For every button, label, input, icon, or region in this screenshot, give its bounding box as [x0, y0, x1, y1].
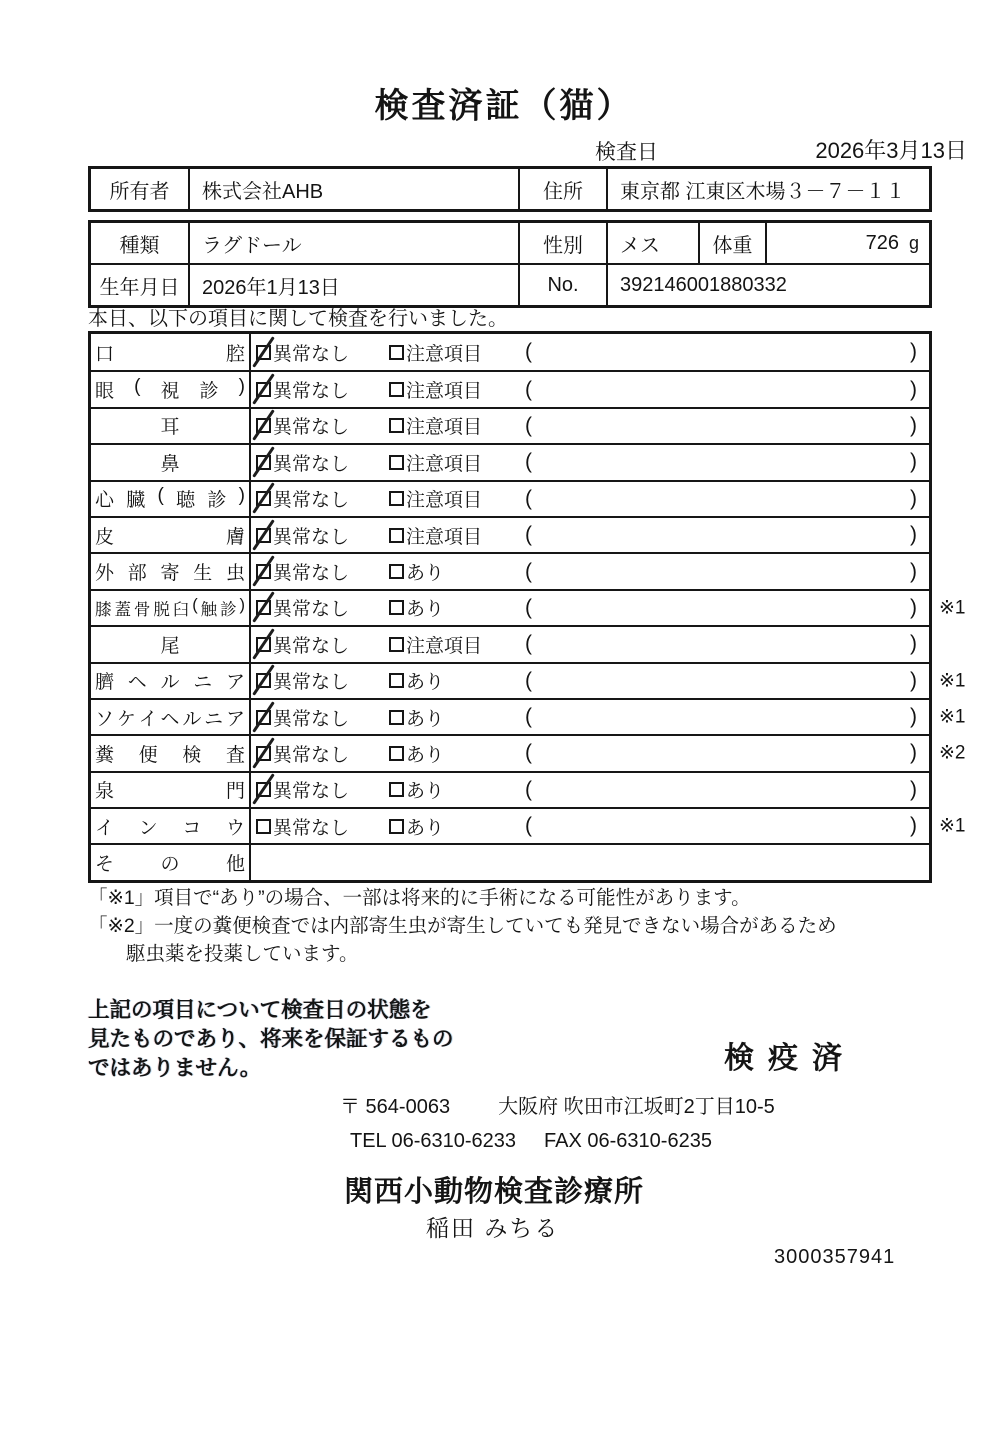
quarantine-stamp: 検疫済	[724, 1042, 856, 1075]
normal-checkbox	[256, 455, 271, 470]
clinic-name: 関西小動物検査診療所	[344, 1176, 645, 1208]
attention-checkbox-label: あり	[406, 781, 445, 803]
row-content	[251, 518, 929, 552]
attention-checkbox	[389, 819, 404, 834]
normal-checkbox-label: 異常なし	[273, 490, 350, 512]
checklist-row	[91, 843, 929, 879]
second-option	[389, 740, 444, 767]
close-paren: )	[910, 705, 917, 729]
clinic-postal-code: 〒 564-0063	[340, 1096, 451, 1118]
weight-value: 726	[865, 231, 899, 254]
close-paren: )	[910, 668, 917, 692]
item-label: 臍 ヘ ル ニ ア	[95, 672, 245, 694]
clinic-address: 大阪府 吹田市江坂町2丁目10-5	[498, 1096, 775, 1118]
address-value: 東京都 江東区木場３－７－１１	[606, 169, 929, 209]
open-paren: (	[525, 486, 532, 510]
checklist-row	[91, 807, 966, 843]
second-option	[389, 339, 482, 366]
open-paren: (	[525, 595, 532, 619]
checklist-row	[91, 334, 929, 370]
item-cell	[91, 773, 251, 807]
item-label: 皮 膚	[95, 526, 245, 548]
item-cell	[91, 809, 251, 843]
exam-date-value: 2026年3月13日	[815, 138, 967, 163]
open-paren: (	[525, 668, 532, 692]
checklist-row	[91, 771, 929, 807]
checklist-row	[91, 516, 929, 552]
attention-checkbox-label: 注意項目	[406, 490, 483, 512]
close-paren: )	[910, 486, 917, 510]
no-label: No.	[518, 265, 606, 305]
row-content	[251, 482, 929, 516]
attention-checkbox	[389, 382, 404, 397]
item-cell	[91, 409, 251, 443]
sex-label: 性別	[518, 223, 606, 263]
attention-checkbox	[389, 491, 404, 506]
serial-number: 3000357941	[774, 1246, 896, 1268]
close-paren: )	[910, 523, 917, 547]
birth-value: 2026年1月13日	[188, 265, 518, 305]
item-label: 眼 ( 視 診 )	[95, 376, 245, 403]
open-paren: (	[525, 413, 532, 437]
weight-unit: g	[908, 232, 919, 253]
normal-checkbox	[256, 564, 271, 579]
open-paren: (	[525, 523, 532, 547]
breed-value: ラグドール	[188, 223, 518, 263]
close-paren: )	[910, 741, 917, 765]
normal-checkbox-label: 異常なし	[273, 417, 350, 439]
breed-row	[91, 223, 929, 263]
second-option	[389, 813, 444, 840]
attention-checkbox-label: 注意項目	[406, 417, 483, 439]
attention-checkbox	[389, 345, 404, 360]
footnote-mark: ※1	[939, 815, 966, 837]
clinic-tel-line	[350, 1130, 712, 1153]
open-paren: (	[525, 632, 532, 656]
owner-label: 所有者	[109, 180, 170, 203]
second-option	[389, 449, 482, 476]
owner-value: 株式会社AHB	[188, 169, 518, 209]
footnote-3: 駆虫薬を投薬しています。	[126, 943, 359, 965]
footnote-1: 「※1」項目で“あり”の場合、一部は将来的に手術になる可能性があります。	[88, 887, 751, 909]
normal-checkbox-label: 異常なし	[273, 635, 350, 657]
open-paren: (	[525, 559, 532, 583]
normal-checkbox	[256, 382, 271, 397]
attention-checkbox-label: 注意項目	[406, 381, 483, 403]
item-label: そ の 他	[95, 854, 245, 876]
checklist-row	[91, 552, 929, 588]
row-content	[251, 664, 929, 698]
item-label: 鼻	[160, 453, 180, 475]
normal-checkbox	[256, 819, 271, 834]
attention-checkbox-label: あり	[406, 672, 445, 694]
row-content	[251, 809, 929, 843]
exam-date-label: 検査日	[595, 141, 658, 164]
attention-checkbox	[389, 710, 404, 725]
close-paren: )	[910, 450, 917, 474]
second-option	[389, 776, 444, 803]
row-content	[251, 554, 929, 588]
attention-checkbox	[389, 564, 404, 579]
second-option	[389, 522, 482, 549]
attention-checkbox	[389, 418, 404, 433]
checklist-row	[91, 370, 929, 406]
normal-checkbox-label: 異常なし	[273, 599, 350, 621]
attention-checkbox-label: 注意項目	[406, 453, 483, 475]
item-label: 糞 便 検 査	[95, 744, 245, 766]
second-option	[389, 704, 444, 731]
close-paren: )	[910, 632, 917, 656]
page-title: 検査済証（猫）	[374, 87, 634, 125]
attention-checkbox	[389, 782, 404, 797]
disclaimer-line-1: 上記の項目について検査日の状態を	[88, 998, 432, 1022]
item-cell	[91, 736, 251, 770]
row-content	[251, 445, 929, 479]
row-content	[251, 773, 929, 807]
item-cell	[91, 845, 251, 879]
checklist-row	[91, 407, 929, 443]
normal-checkbox	[256, 345, 271, 360]
owner-table	[88, 166, 932, 212]
open-paren: (	[525, 705, 532, 729]
attention-checkbox-label: 注意項目	[406, 635, 483, 657]
close-paren: )	[910, 559, 917, 583]
item-cell	[91, 554, 251, 588]
row-content	[251, 736, 929, 770]
checklist-row	[91, 734, 966, 770]
item-label: 尾	[160, 635, 180, 657]
item-label: 膝 蓋 骨 脱 臼 ( 触 診 )	[95, 595, 245, 619]
footnote-2: 「※2」一度の糞便検査では内部寄生虫が寄生していても発見できない場合があるため	[88, 915, 837, 937]
item-cell	[91, 518, 251, 552]
attention-checkbox-label: あり	[406, 599, 445, 621]
clinic-fax: FAX 06-6310-6235	[544, 1130, 712, 1152]
attention-checkbox-label: あり	[406, 744, 445, 766]
second-option	[389, 558, 444, 585]
item-cell	[91, 700, 251, 734]
birth-row	[91, 263, 929, 305]
attention-checkbox	[389, 455, 404, 470]
second-option	[389, 376, 482, 403]
close-paren: )	[910, 595, 917, 619]
disclaimer	[88, 996, 454, 1083]
normal-checkbox-label: 異常なし	[273, 453, 350, 475]
second-option	[389, 594, 444, 621]
second-option	[389, 485, 482, 512]
second-option	[389, 412, 482, 439]
open-paren: (	[525, 814, 532, 838]
normal-checkbox	[256, 491, 271, 506]
open-paren: (	[525, 377, 532, 401]
item-cell	[91, 372, 251, 406]
item-cell	[91, 482, 251, 516]
attention-checkbox-label: あり	[406, 563, 445, 585]
row-content	[251, 700, 929, 734]
normal-checkbox	[256, 746, 271, 761]
normal-checkbox-label: 異常なし	[273, 563, 350, 585]
open-paren: (	[525, 450, 532, 474]
clinic-tel: TEL 06-6310-6233	[350, 1130, 517, 1152]
attention-checkbox-label: 注意項目	[406, 343, 483, 365]
weight-label: 体重	[698, 223, 765, 263]
item-label: 心 臓 ( 聴 診 )	[95, 485, 245, 512]
checklist-row	[91, 625, 929, 661]
item-label: ソ ケ イ ヘ ル ニ ア	[95, 708, 245, 730]
normal-checkbox	[256, 600, 271, 615]
second-option	[389, 667, 444, 694]
birth-label: 生年月日	[99, 276, 180, 299]
normal-checkbox-label: 異常なし	[273, 526, 350, 548]
open-paren: (	[525, 777, 532, 801]
normal-checkbox-label: 異常なし	[273, 708, 350, 730]
attention-checkbox	[389, 746, 404, 761]
item-label: イ ン コ ウ	[95, 817, 245, 839]
item-label: 口 腔	[95, 343, 245, 365]
normal-checkbox-label: 異常なし	[273, 343, 350, 365]
close-paren: )	[910, 377, 917, 401]
item-cell	[91, 334, 251, 370]
checklist-row	[91, 698, 966, 734]
open-paren: (	[525, 741, 532, 765]
footnote-mark: ※1	[939, 706, 966, 728]
attention-checkbox-label: 注意項目	[406, 526, 483, 548]
row-content	[251, 845, 929, 879]
attention-checkbox-label: あり	[406, 708, 445, 730]
disclaimer-line-3: ではありません。	[88, 1056, 262, 1080]
animal-table	[88, 220, 932, 308]
weight-value-cell	[765, 223, 929, 263]
item-label: 外 部 寄 生 虫	[95, 563, 245, 585]
item-cell	[91, 445, 251, 479]
row-content	[251, 334, 929, 370]
row-content	[251, 409, 929, 443]
attention-checkbox	[389, 637, 404, 652]
checklist-table	[88, 331, 966, 883]
footnote-mark: ※1	[939, 597, 966, 619]
footnote-mark: ※1	[939, 670, 966, 692]
open-paren: (	[525, 340, 532, 364]
close-paren: )	[910, 777, 917, 801]
footnotes	[88, 884, 837, 968]
breed-label: 種類	[119, 234, 160, 257]
normal-checkbox	[256, 673, 271, 688]
address-label: 住所	[518, 169, 606, 209]
close-paren: )	[910, 814, 917, 838]
no-value: 392146001880332	[606, 265, 929, 305]
checklist-row	[91, 480, 929, 516]
intro-text: 本日、以下の項目に関して検査を行いました。	[88, 308, 508, 330]
checklist-row	[91, 589, 966, 625]
attention-checkbox	[389, 673, 404, 688]
normal-checkbox	[256, 418, 271, 433]
close-paren: )	[910, 413, 917, 437]
normal-checkbox	[256, 637, 271, 652]
attention-checkbox	[389, 600, 404, 615]
normal-checkbox	[256, 782, 271, 797]
row-content	[251, 372, 929, 406]
normal-checkbox-label: 異常なし	[273, 381, 350, 403]
second-option	[389, 631, 482, 658]
normal-checkbox-label: 異常なし	[273, 672, 350, 694]
attention-checkbox-label: あり	[406, 817, 445, 839]
normal-checkbox-label: 異常なし	[273, 817, 350, 839]
checklist-row	[91, 443, 929, 479]
disclaimer-line-2: 見たものであり、将来を保証するもの	[88, 1027, 454, 1051]
clinic-address-line	[340, 1090, 775, 1119]
item-label: 耳	[160, 417, 180, 439]
item-cell	[91, 627, 251, 661]
checklist-row	[91, 662, 966, 698]
veterinarian-name: 稲田 みちる	[426, 1215, 560, 1241]
normal-checkbox-label: 異常なし	[273, 781, 350, 803]
normal-checkbox-label: 異常なし	[273, 744, 350, 766]
normal-checkbox	[256, 528, 271, 543]
footnote-mark: ※2	[939, 742, 966, 764]
attention-checkbox	[389, 528, 404, 543]
normal-checkbox	[256, 710, 271, 725]
item-cell	[91, 591, 251, 625]
owner-row	[91, 169, 929, 209]
item-label: 泉 門	[95, 781, 245, 803]
item-cell	[91, 664, 251, 698]
sex-value: メス	[606, 223, 698, 263]
close-paren: )	[910, 340, 917, 364]
row-content	[251, 591, 929, 625]
row-content	[251, 627, 929, 661]
